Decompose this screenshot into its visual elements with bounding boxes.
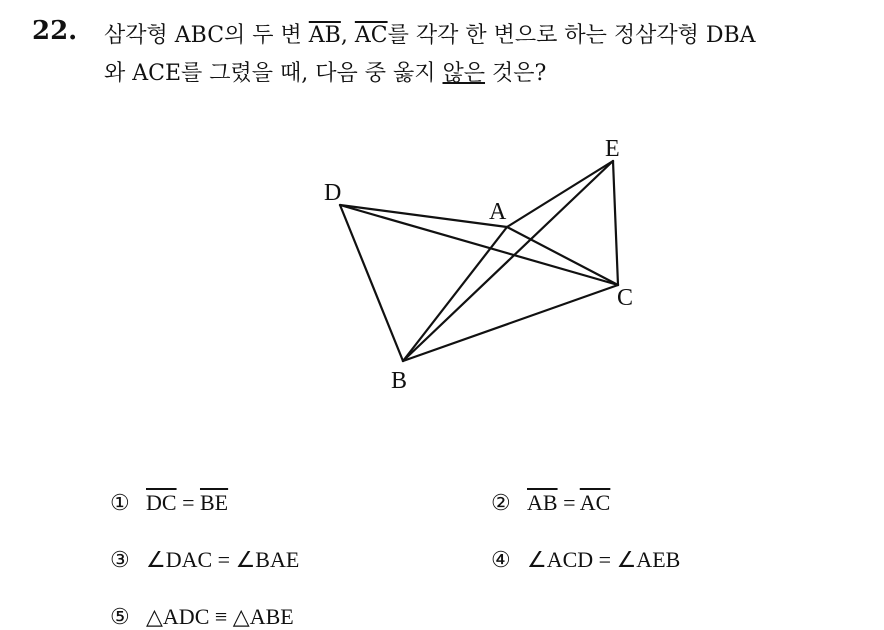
choice-2-rhs: $\overline{AC}$ [579, 490, 611, 515]
label-d: D [324, 180, 342, 206]
edge-a-e [507, 161, 613, 227]
choice-2-lhs: $\overline{AB}$ [527, 490, 558, 515]
choice-2-op: = [557, 490, 580, 515]
question-line1-b: 를 각각 한 변으로 하는 정삼각형 DBA [387, 23, 756, 48]
choice-4-text: ∠ACD = ∠AEB [527, 547, 681, 572]
choice-5-text: △ADC ≡ △ABE [146, 604, 294, 629]
choice-1-number: ① [110, 490, 130, 515]
label-b: B [391, 368, 408, 394]
choice-5 [110, 604, 294, 630]
segment-ab: $\overline{AB}$ [308, 23, 341, 48]
question-number: 22. [32, 16, 78, 46]
choice-1-rhs: $\overline{BE}$ [199, 490, 229, 515]
edge-d-b [340, 205, 403, 361]
edge-d-c [340, 205, 618, 285]
edge-b-c [403, 285, 618, 361]
choice-2-number: ② [491, 490, 511, 515]
choice-5-number: ⑤ [110, 604, 130, 629]
choice-3 [110, 547, 299, 573]
question-line2-a: 와 ACE를 그렸을 때, 다음 중 옳지 [104, 61, 443, 86]
choice-3-number: ③ [110, 547, 130, 572]
edge-a-b [403, 227, 507, 361]
question-comma: , [340, 23, 355, 48]
triangle-figure [300, 120, 660, 400]
question-text [104, 17, 874, 93]
label-a: A [489, 199, 507, 225]
emphasis-not: 않은 [442, 61, 486, 86]
edge-e-c [613, 161, 618, 285]
segment-ac: $\overline{AC}$ [354, 23, 388, 48]
question-line2-b: 것은? [485, 61, 547, 86]
choice-4-number: ④ [491, 547, 511, 572]
choice-1-op: = [176, 490, 200, 515]
label-c: C [617, 285, 634, 311]
label-e: E [605, 136, 620, 162]
question-line1-a: 삼각형 ABC의 두 변 [104, 23, 309, 48]
edge-d-a [340, 205, 507, 227]
choice-4 [491, 547, 680, 573]
choice-1-lhs: $\overline{DC}$ [146, 490, 177, 515]
edge-a-c [507, 227, 618, 285]
edge-e-b [403, 161, 613, 361]
choice-1 [110, 490, 228, 516]
choice-2 [491, 490, 610, 516]
choice-3-text: ∠DAC = ∠BAE [146, 547, 300, 572]
